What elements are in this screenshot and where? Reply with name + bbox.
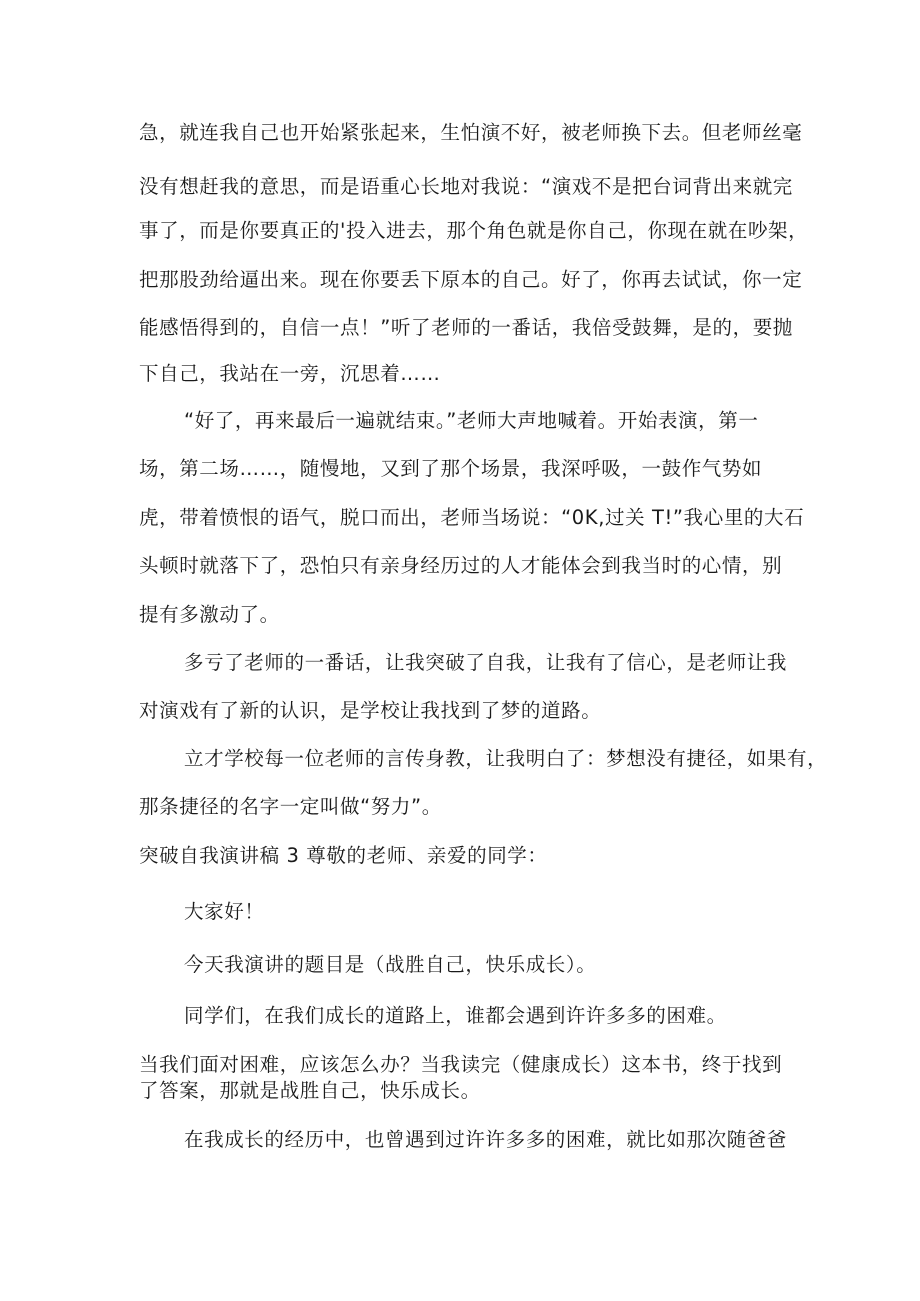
text-line: 同学们，在我们成长的道路上，谁都会遇到许许多多的困难。 (184, 1004, 727, 1027)
text-line: 在我成长的经历中，也曾遇到过许许多多的困难，就比如那次随爸爸 (184, 1128, 788, 1151)
text-line: 头顿时就落下了，恐怕只有亲身经历过的人才能体会到我当时的心情，别 (139, 554, 783, 577)
text-line: 了答案，那就是战胜自己，快乐成长。 (139, 1079, 481, 1102)
text-line: 没有想赶我的意思，而是语重心长地对我说：“演戏不是把台词背出来就完 (139, 175, 793, 198)
text-line: 立才学校每一位老师的言传身教，让我明白了：梦想没有捷径，如果有， (184, 747, 828, 770)
text-line: 当我们面对困难，应该怎么办？当我读完（健康成长）这本书，终于找到 (139, 1053, 783, 1076)
text-line: 对演戏有了新的认识，是学校让我找到了梦的道路。 (139, 699, 602, 722)
text-line: 急，就连我自己也开始紧张起来，生怕演不好，被老师换下去。但老师丝毫 (139, 121, 803, 144)
text-line: 大家好！ (184, 900, 265, 923)
text-line: 下自己，我站在一旁，沉思着…… (139, 362, 441, 385)
text-line: 能感悟得到的，自信一点！”听了老师的一番话，我倍受鼓舞，是的，要抛 (139, 316, 793, 339)
text-line: 虎，带着愤恨的语气，脱口而出，老师当场说：“0K,过关 T!”我心里的大石 (139, 506, 805, 529)
text-line: 场，第二场……，随慢地，又到了那个场景，我深呼吸，一鼓作气势如 (139, 457, 763, 480)
text-line: 今天我演讲的题目是（战胜自己，快乐成长）。 (184, 953, 597, 976)
text-line: 提有多激动了。 (139, 603, 280, 626)
section-heading: 突破自我演讲稿 3 尊敬的老师、亲爱的同学： (139, 844, 548, 867)
text-line: 那条捷径的名字一定叫做“努力”。 (139, 795, 442, 818)
text-line: “好了，再来最后一遍就结束。”老师大声地喊着。开始表演，第一 (184, 409, 759, 432)
text-line: 把那股劲给逼出来。现在你要丢下原本的自己。好了，你再去试试，你一定 (139, 268, 803, 291)
text-line: 多亏了老师的一番话，让我突破了自我，让我有了信心，是老师让我 (184, 651, 788, 674)
text-line: 事了，而是你要真正的'投入进去，那个角色就是你自己，你现在就在吵架， (139, 219, 809, 242)
